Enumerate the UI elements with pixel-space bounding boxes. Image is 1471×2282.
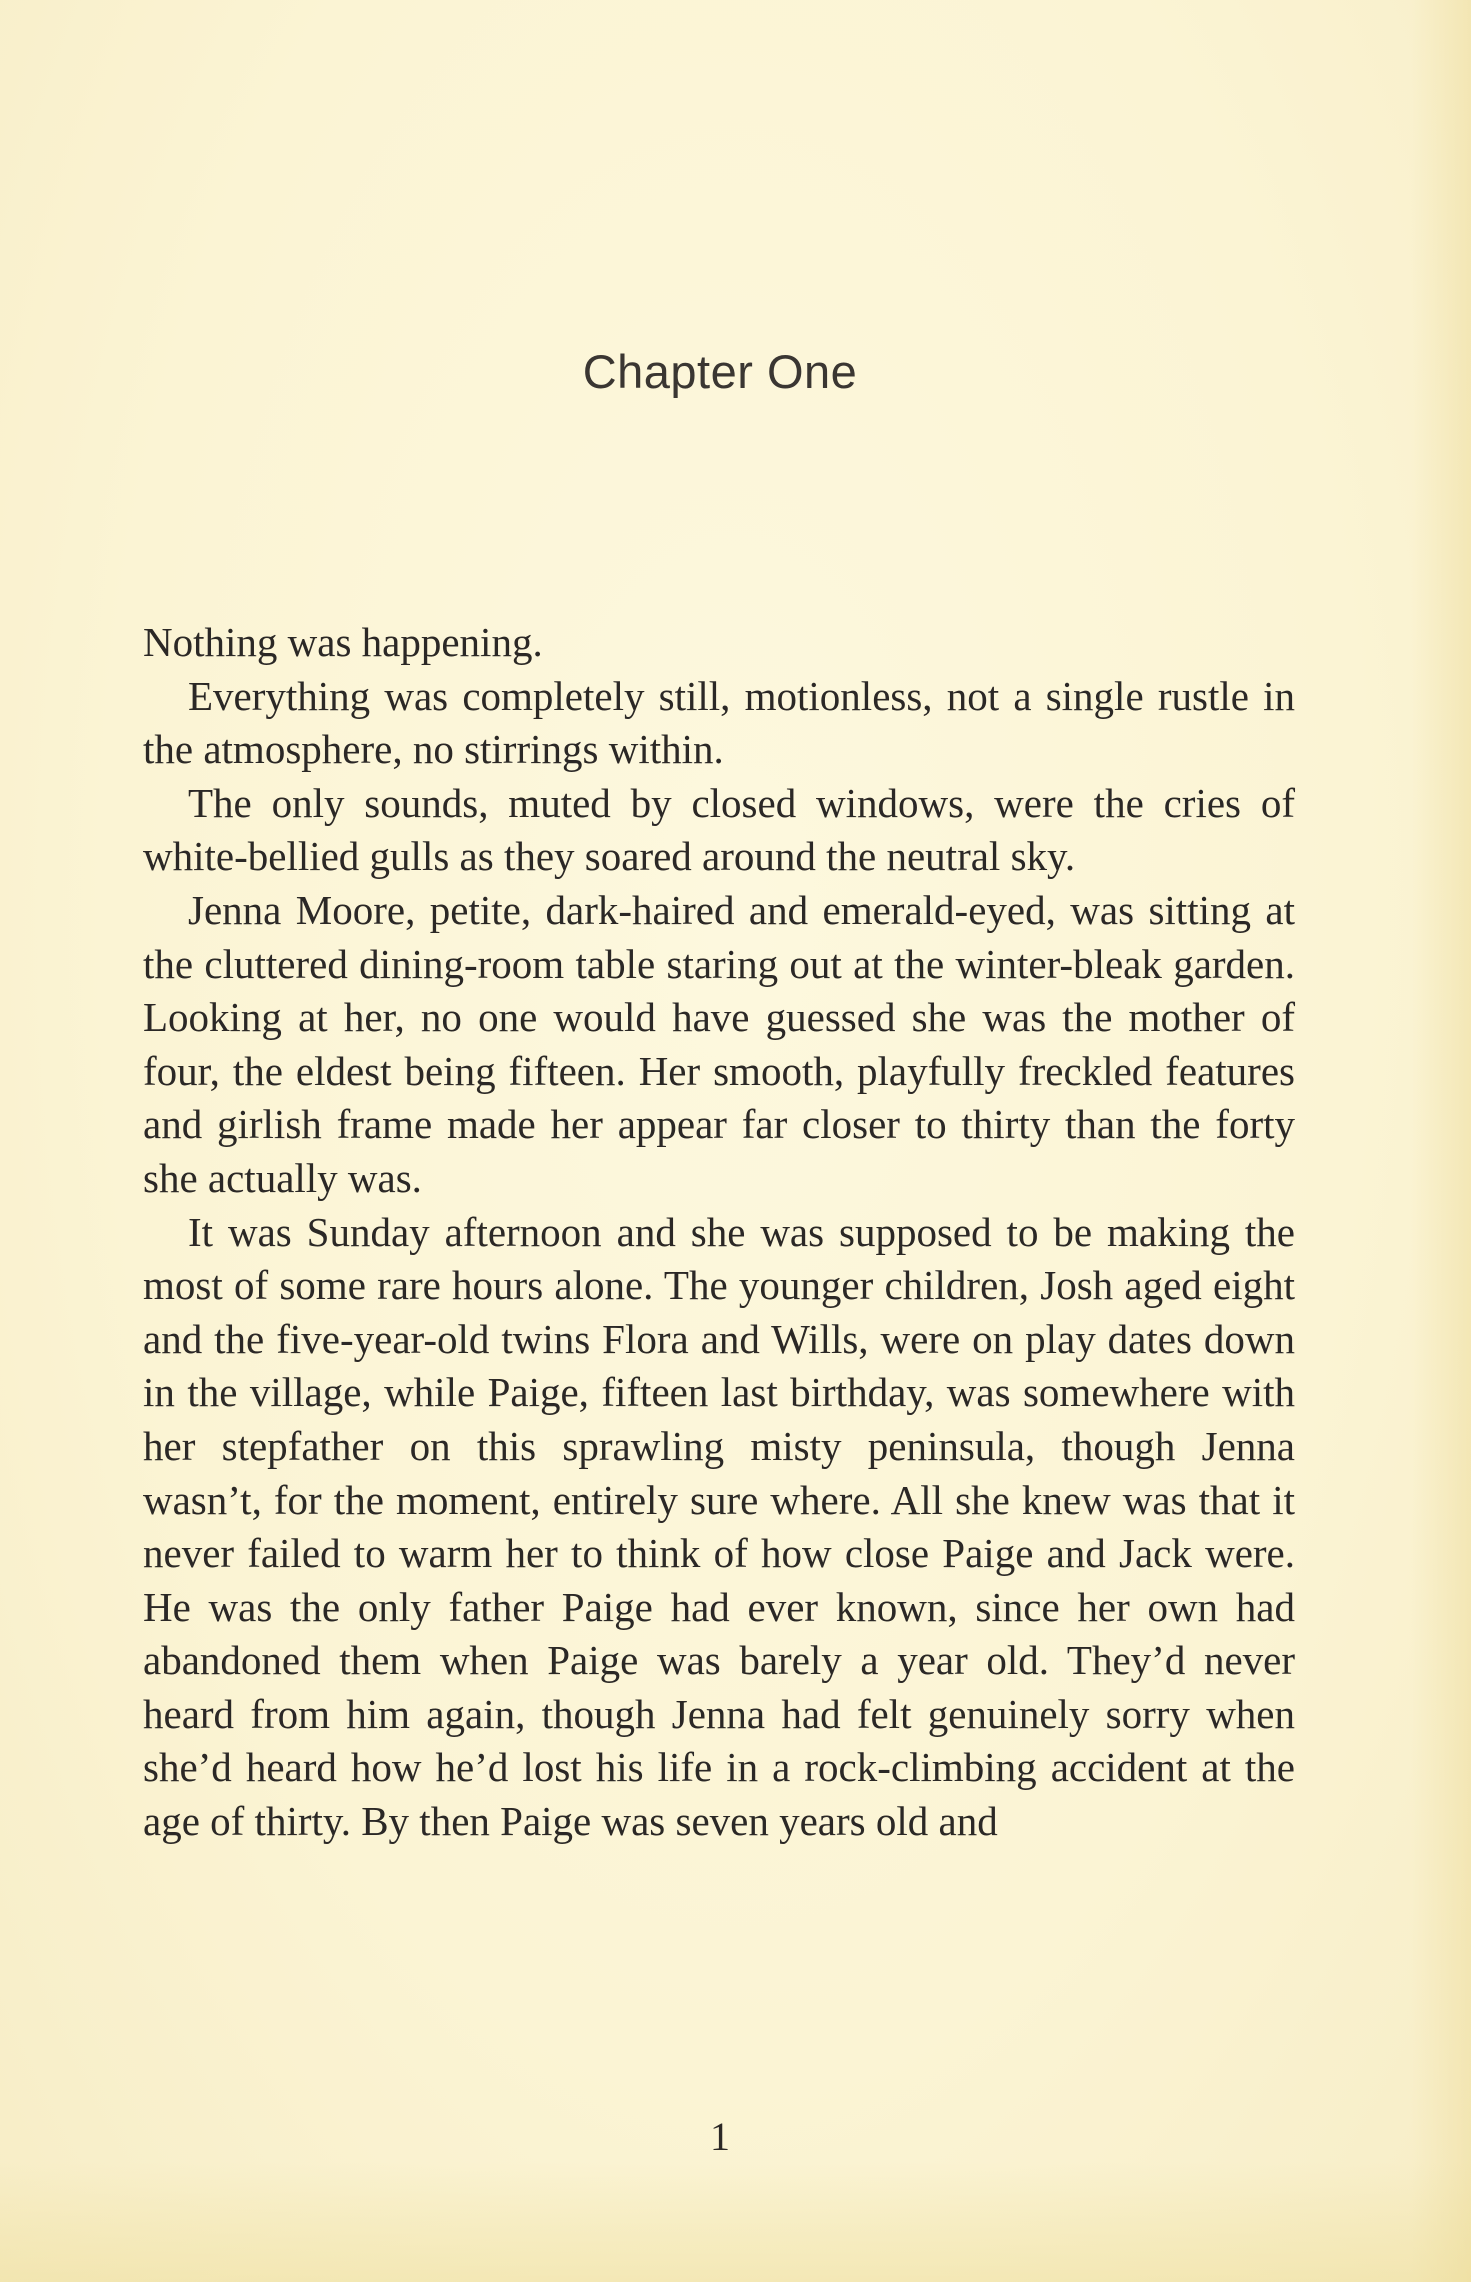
chapter-body bbox=[143, 616, 1295, 1849]
paragraph-4: Jenna Moore, petite, dark-haired and emerald-eyed, was sitting at the cluttered dining-room table staring out at the winter-bleak garden. Looking at her, no one would have guessed she was the mother of four, the eldest being fifteen. Her smooth, playfully freckled features and girlish frame made her appear far closer to thirty than the forty she actually was. bbox=[143, 886, 1295, 1201]
chapter-title: Chapter One bbox=[582, 345, 858, 398]
paragraph-3: The only sounds, muted by closed windows, were the cries of white-bellied gulls as they soared around the neutral sky. bbox=[143, 779, 1295, 880]
page-edge-shading bbox=[1411, 0, 1471, 2282]
paragraph-2: Everything was completely still, motionless, not a single rustle in the atmosphere, no stirrings within. bbox=[143, 672, 1295, 773]
paragraph-1: Nothing was happening. bbox=[143, 619, 543, 665]
paragraph-5: It was Sunday afternoon and she was supposed to be making the most of some rare hours alone. The younger children, Josh aged eight and the five-year-old twins Flora and Wills, were on play dates down in the village, while Paige, fifteen last birthday, was somewhere with her stepfather on this sprawling misty peninsula, though Jenna wasn’t, for the moment, entirely sure where. All she knew was that it never failed to warm her to think of how close Paige and Jack were. He was the only father Paige had ever known, since her own had abandoned them when Paige was barely a year old. They’d never heard from him again, though Jenna had felt genuinely sorry when she’d heard how he’d lost his life in a rock-climbing accident at the age of thirty. By then Paige was seven years old and bbox=[143, 1208, 1295, 1845]
page-bottom-shading bbox=[0, 2162, 1471, 2282]
page-number: 1 bbox=[710, 2114, 730, 2159]
